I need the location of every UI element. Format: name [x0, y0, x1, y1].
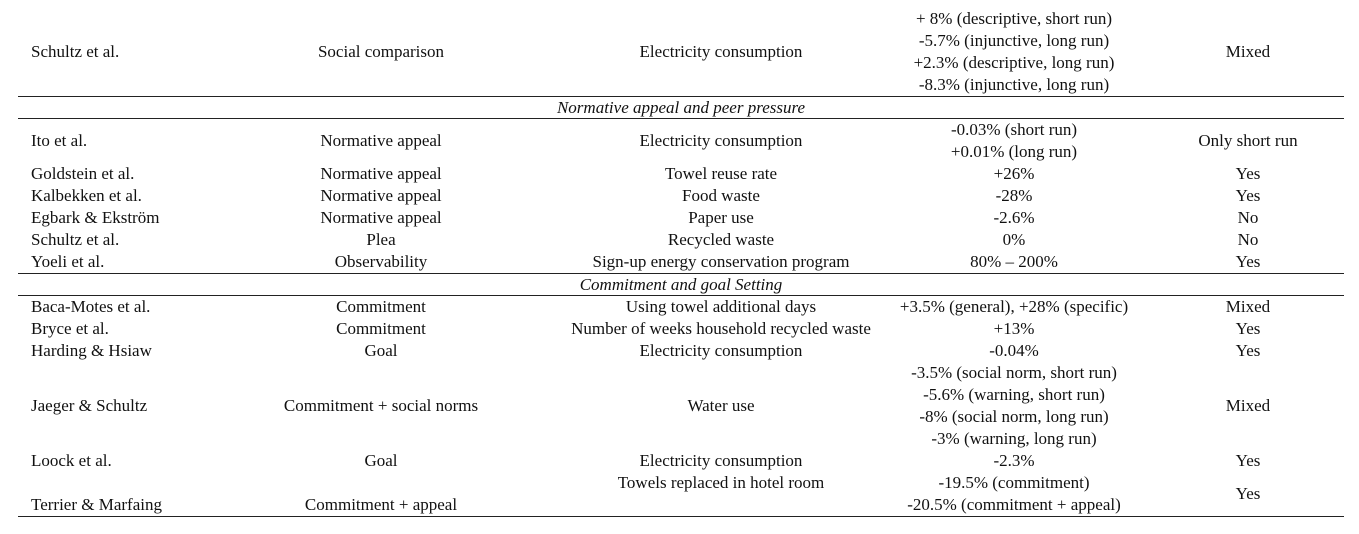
- effect-line: +2.3% (descriptive, long run): [913, 53, 1115, 72]
- effect-line: -8% (social norm, long run): [919, 407, 1109, 426]
- intervention-cell: Normative appeal: [320, 164, 442, 183]
- effect-cell: [876, 472, 1152, 517]
- section-heading-row: [18, 274, 1344, 296]
- intervention-cell: Observability: [334, 252, 428, 271]
- outcome-cell: Towels replaced in hotel room: [566, 472, 876, 517]
- outcome-cell: Electricity consumption: [639, 451, 803, 470]
- result-cell: Yes: [1235, 341, 1261, 360]
- effect-line: -5.7% (injunctive, long run): [918, 31, 1110, 50]
- table-row: [18, 251, 1344, 274]
- table-row: [18, 119, 1344, 164]
- study-cell: Yoeli et al.: [31, 252, 105, 271]
- table-row: [18, 229, 1344, 251]
- intervention-cell: Normative appeal: [320, 208, 442, 227]
- results-table: [18, 8, 1344, 517]
- result-cell: Yes: [1152, 472, 1344, 517]
- study-cell: Jaeger & Schultz: [31, 396, 148, 415]
- outcome-cell: Towel reuse rate: [664, 164, 778, 183]
- table-row: [18, 362, 1344, 450]
- effect-line: +0.01% (long run): [950, 142, 1078, 161]
- intervention-cell: Commitment: [336, 319, 426, 338]
- study-cell: Egbark & Ekström: [31, 208, 160, 227]
- result-cell: Yes: [1235, 319, 1261, 338]
- effect-line: -3.5% (social norm, short run): [911, 363, 1117, 382]
- result-cell: Yes: [1235, 451, 1261, 470]
- table-row: [18, 450, 1344, 472]
- study-cell: Schultz et al.: [31, 230, 120, 249]
- table-row: [18, 163, 1344, 185]
- section-heading-row: [18, 97, 1344, 119]
- intervention-cell: Social comparison: [317, 42, 445, 61]
- effect-line: -0.03% (short run): [950, 120, 1078, 139]
- result-cell: No: [1237, 208, 1259, 227]
- result-cell: Yes: [1235, 186, 1261, 205]
- table-row: [18, 472, 1344, 517]
- effect-line: -5.6% (warning, short run): [923, 385, 1105, 404]
- effect-cell: [876, 362, 1152, 450]
- outcome-cell: Number of weeks household recycled waste: [571, 319, 871, 338]
- table-row: [18, 8, 1344, 97]
- result-cell: Yes: [1235, 164, 1261, 183]
- study-cell: Harding & Hsiaw: [31, 341, 152, 360]
- effect-line: + 8% (descriptive, short run): [915, 9, 1113, 28]
- effect-cell: -28%: [995, 186, 1033, 205]
- effect-line: -8.3% (injunctive, long run): [918, 75, 1110, 94]
- study-cell: Bryce et al.: [31, 319, 109, 338]
- intervention-cell: Normative appeal: [320, 186, 442, 205]
- study-cell: Kalbekken et al.: [31, 186, 142, 205]
- intervention-cell: Commitment + appeal: [196, 472, 566, 517]
- outcome-cell: Electricity consumption: [639, 42, 803, 61]
- study-cell: Loock et al.: [31, 451, 112, 470]
- intervention-cell: Commitment: [336, 297, 426, 316]
- result-cell: Only short run: [1198, 131, 1298, 150]
- outcome-cell: Electricity consumption: [639, 341, 803, 360]
- section-heading: Commitment and goal Setting: [18, 274, 1344, 296]
- effect-cell: 80% – 200%: [970, 252, 1058, 271]
- effect-line: -19.5% (commitment): [938, 473, 1090, 492]
- outcome-cell: Using towel additional days: [625, 297, 817, 316]
- outcome-cell: Sign-up energy conservation program: [592, 252, 850, 271]
- outcome-cell: Food waste: [682, 186, 760, 205]
- effect-cell: +3.5% (general), +28% (specific): [899, 297, 1129, 316]
- outcome-cell: Paper use: [688, 208, 754, 227]
- table-row: [18, 185, 1344, 207]
- study-cell: Ito et al.: [31, 131, 88, 150]
- result-cell: Mixed: [1225, 396, 1271, 415]
- outcome-cell: Electricity consumption: [639, 131, 803, 150]
- effect-line: -20.5% (commitment + appeal): [907, 495, 1121, 514]
- effect-cell: -2.6%: [993, 208, 1035, 227]
- section-heading: Normative appeal and peer pressure: [18, 97, 1344, 119]
- effect-cell: +13%: [993, 319, 1035, 338]
- table-row: [18, 340, 1344, 362]
- intervention-cell: Plea: [366, 230, 396, 249]
- effect-cell: 0%: [1002, 230, 1026, 249]
- effect-cell: -2.3%: [993, 451, 1035, 470]
- result-cell: Mixed: [1225, 42, 1271, 61]
- outcome-cell: Recycled waste: [667, 230, 775, 249]
- result-cell: Yes: [1235, 252, 1261, 271]
- table-row: [18, 318, 1344, 340]
- effect-cell: [876, 119, 1152, 164]
- table-row: [18, 296, 1344, 319]
- table-row: [18, 207, 1344, 229]
- study-cell: Baca-Motes et al.: [31, 297, 151, 316]
- effect-cell: -0.04%: [989, 341, 1039, 360]
- study-cell: Goldstein et al.: [31, 164, 135, 183]
- effect-line: -3% (warning, long run): [931, 429, 1097, 448]
- effect-cell: [876, 8, 1152, 97]
- study-cell: Schultz et al.: [31, 42, 120, 61]
- outcome-cell: Water use: [687, 396, 755, 415]
- result-cell: Mixed: [1225, 297, 1271, 316]
- intervention-cell: Normative appeal: [320, 131, 442, 150]
- intervention-cell: Goal: [364, 451, 398, 470]
- intervention-cell: Goal: [364, 341, 398, 360]
- result-cell: No: [1237, 230, 1259, 249]
- intervention-cell: Commitment + social norms: [283, 396, 479, 415]
- study-cell: Terrier & Marfaing: [18, 472, 196, 517]
- effect-cell: +26%: [993, 164, 1035, 183]
